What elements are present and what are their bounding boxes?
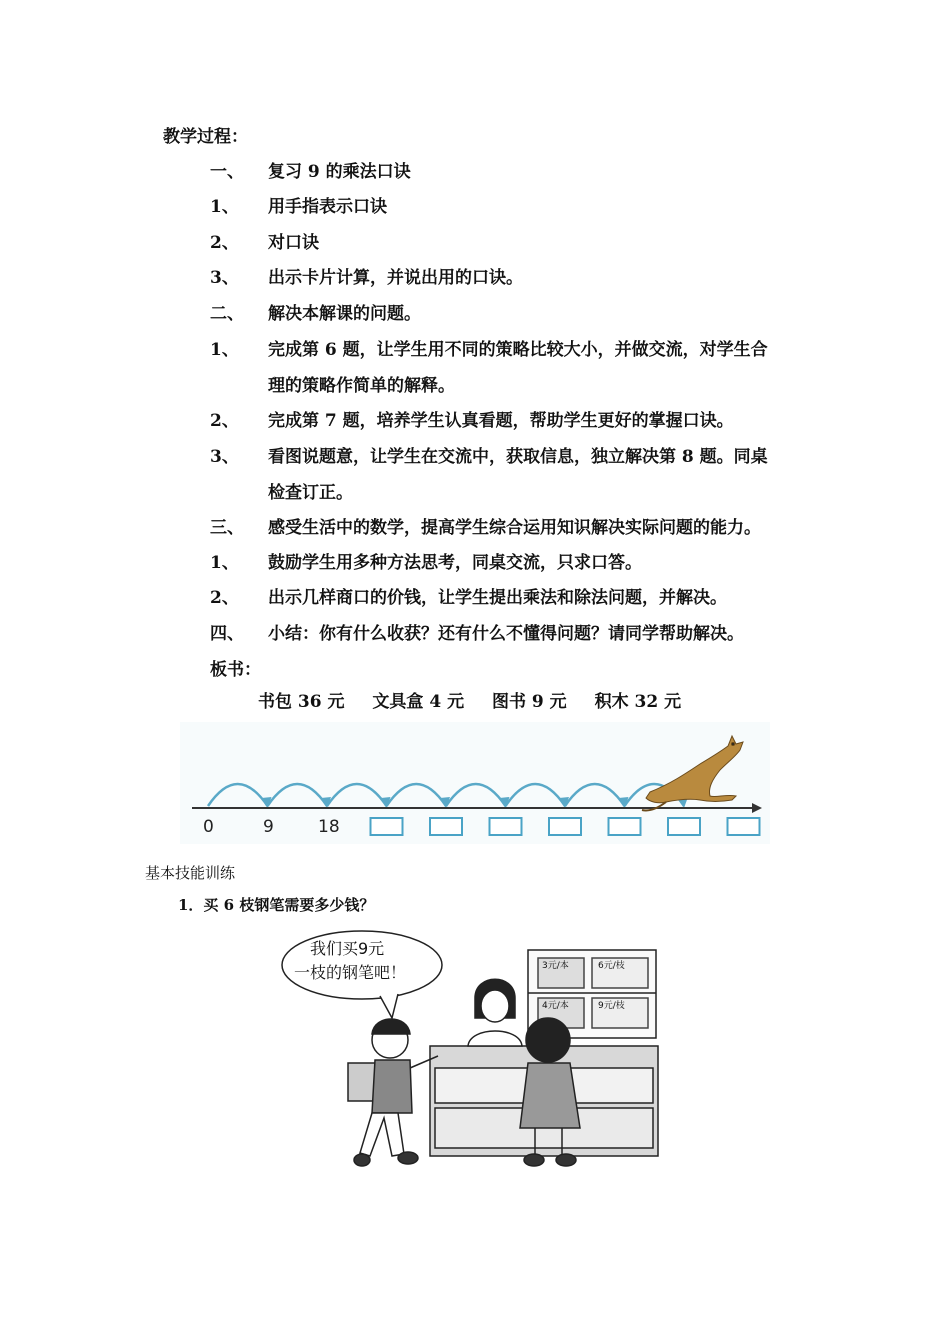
step-number: 3、 — [210, 268, 239, 288]
step-text: 感受生活中的数学，提高学生综合运用知识解决实际问题的能力。 — [268, 518, 761, 538]
price-item: 积木 32 元 — [594, 692, 682, 712]
price-list — [258, 692, 703, 712]
answer-box[interactable] — [668, 818, 700, 835]
step-text: 复习 9 的乘法口诀 — [268, 162, 411, 182]
step-text: 对口诀 — [268, 233, 319, 253]
tick-label-0: 0 — [203, 817, 214, 837]
step-number: 二、 — [210, 304, 244, 324]
speech-line-2: 一枝的钢笔吧！ — [294, 963, 407, 982]
price-tag: 3元/本 — [542, 961, 569, 971]
step-text: 看图说题意，让学生在交流中，获取信息，独立解决第 8 题。同桌 — [268, 447, 768, 467]
section-title: 教学过程： — [163, 127, 248, 147]
price-tag: 6元/枝 — [598, 961, 625, 971]
answer-box[interactable] — [430, 818, 462, 835]
step-text: 出示几样商口的价钱，让学生提出乘法和除法问题，并解决。 — [268, 588, 727, 608]
speech-line-1: 我们买9元 — [310, 939, 385, 958]
price-item: 书包 36 元 — [258, 692, 345, 712]
boy-figure — [348, 1019, 438, 1166]
step-number: 四、 — [210, 624, 244, 644]
step-number: 一、 — [210, 162, 244, 182]
step-number: 2、 — [210, 588, 239, 608]
step-number: 1、 — [210, 340, 239, 360]
tick-label-9: 9 — [263, 817, 274, 837]
answer-box[interactable] — [549, 818, 581, 835]
step-text: 解决本解课的问题。 — [268, 304, 421, 324]
step-number: 三、 — [210, 518, 244, 538]
price-tag: 4元/本 — [542, 1001, 569, 1011]
answer-box[interactable] — [371, 818, 403, 835]
answer-box[interactable] — [609, 818, 641, 835]
step-text: 完成第 7 题，培养学生认真看题，帮助学生更好的掌握口诀。 — [268, 411, 734, 431]
step-text: 完成第 6 题，让学生用不同的策略比较大小，并做交流，对学生合 — [268, 340, 768, 360]
skills-title: 基本技能训练 — [145, 864, 236, 882]
pen-shop-illustration — [280, 928, 665, 1178]
speech-bubble — [282, 931, 442, 1018]
price-tag: 9元/枝 — [598, 1001, 625, 1011]
price-item: 文具盒 4 元 — [372, 692, 465, 712]
question-1: 1．买 6 枝钢笔需要多少钱？ — [178, 896, 375, 914]
answer-box[interactable] — [490, 818, 522, 835]
step-number: 2、 — [210, 233, 239, 253]
step-number: 1、 — [210, 553, 239, 573]
step-number: 1、 — [210, 197, 239, 217]
step-text: 理的策略作简单的解释。 — [268, 376, 455, 396]
number-line-illustration — [180, 722, 770, 844]
step-text: 鼓励学生用多种方法思考，同桌交流，只求口答。 — [268, 553, 642, 573]
step-number: 3、 — [210, 447, 239, 467]
shopkeeper-figure — [468, 979, 522, 1046]
answer-box[interactable] — [728, 818, 760, 835]
board-label: 板书： — [210, 660, 261, 680]
step-text: 检查订正。 — [268, 483, 353, 503]
step-text: 出示卡片计算，并说出用的口诀。 — [268, 268, 523, 288]
tick-label-18: 18 — [318, 817, 340, 837]
price-item: 图书 9 元 — [492, 692, 567, 712]
step-text: 用手指表示口诀 — [268, 197, 387, 217]
step-number: 2、 — [210, 411, 239, 431]
step-text: 小结：你有什么收获？还有什么不懂得问题？请同学帮助解决。 — [268, 624, 744, 644]
